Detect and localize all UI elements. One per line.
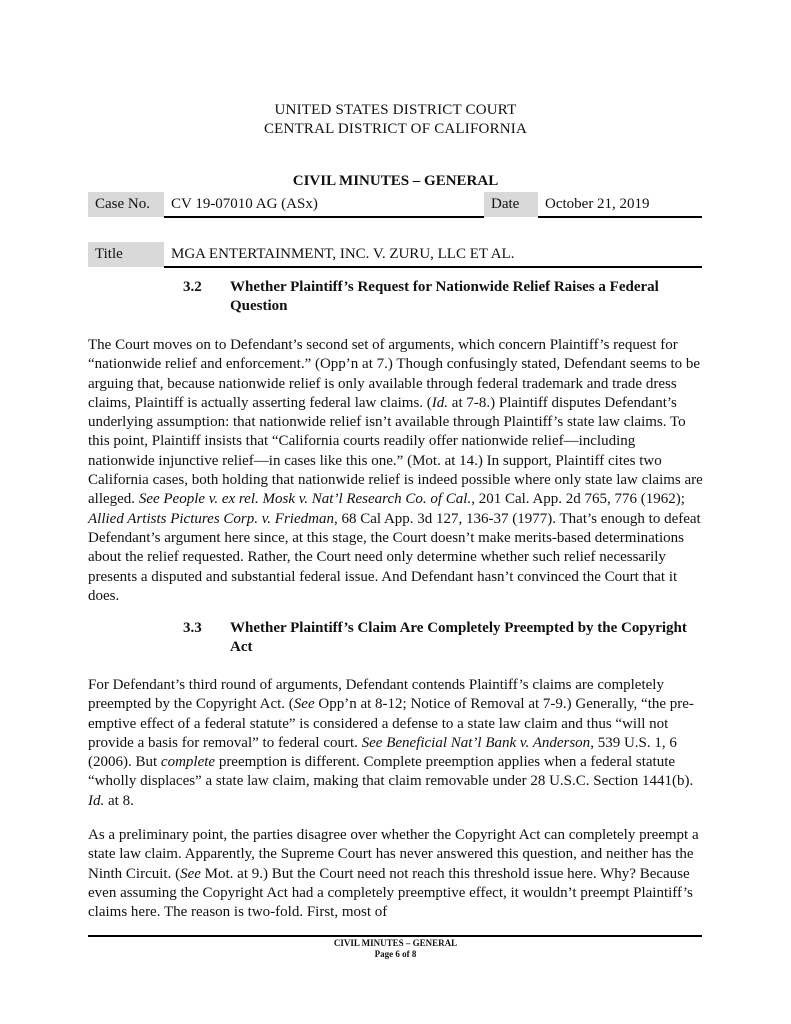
page-number: Page 6 of 8 <box>374 949 417 959</box>
section-heading <box>183 278 713 316</box>
body-paragraph <box>88 676 704 811</box>
paragraph-text: The Court moves on to Defendant’s second set of arguments, which concern Plaintiff’s request for “nationwide relief and enforcement.” (Opp’n at 7.) Though confusingly stated, Defendant seems to be arguing that, because nationwide relief is only available through federal trademark and trade dress claims, Plaintiff is actually asserting federal law claims. (Id. at 7-8.) Plaintiff disputes Defendant’s underlying assumption: that nationwide relief isn’t available through Plaintiff’s state law claims. To this point, Plaintiff insists that “California courts readily offer nationwide relief—including nationwide injunctive relief—in cases like this one.” (Mot. at 14.) In support, Plaintiff cites two California cases, both holding that nationwide relief is indeed possible where only state law claims are alleged. See People v. ex rel. Mosk v. Nat’l Research Co. of Cal., 201 Cal. App. 2d 765, 776 (1962); Allied Artists Pictures Corp. v. Friedman, 68 Cal App. 3d 127, 136-37 (1977). That’s enough to defeat Defendant’s argument here since, at this stage, the Court doesn’t make merits-based determinations about the relief requested. Rather, the Court need only determine whether such relief necessarily presents a disputed and substantial federal issue. And Defendant hasn’t convinced the Court that it does. <box>88 337 703 604</box>
case-no-value: CV 19-07010 AG (ASx) <box>164 192 484 217</box>
case-no-label: Case No. <box>88 192 164 217</box>
date-value: October 21, 2019 <box>538 192 702 217</box>
section-number: 3.3 <box>183 620 202 636</box>
court-district: CENTRAL DISTRICT OF CALIFORNIA <box>263 121 528 137</box>
date-label: Date <box>484 192 538 217</box>
footer-title: CIVIL MINUTES – GENERAL <box>333 938 458 948</box>
caption-row-case <box>88 192 702 217</box>
caption-row-title <box>88 242 702 267</box>
case-caption-table <box>88 192 702 268</box>
paragraph-text: For Defendant’s third round of arguments, Defendant contends Plaintiff’s claims are completely preempted by the Copyright Act. (See Opp’n at 8-12; Notice of Removal at 7-9.) Generally, “the pre-emptive effect of a federal statute” is considered a defense to a state law claim and thus “will not provide a basis for removal” to federal court. See Beneficial Nat’l Bank v. Anderson, 539 U.S. 1, 6 (2006). But complete preemption is different. Complete preemption applies when a federal statute “wholly displaces” a state law claim, making that claim removable under 28 U.S.C. Section 1441(b). Id. at 8. <box>88 677 694 809</box>
footer-rule <box>88 935 702 937</box>
court-header <box>0 101 791 139</box>
section-heading <box>183 619 713 657</box>
minutes-title: CIVIL MINUTES – GENERAL <box>292 173 499 189</box>
caption-spacer <box>88 217 702 242</box>
body-paragraph <box>88 336 704 606</box>
body-paragraph <box>88 826 704 922</box>
title-label: Title <box>88 242 164 267</box>
page-footer <box>0 938 791 960</box>
section-title: Whether Plaintiff’s Request for Nationwide Relief Raises a Federal Question <box>230 279 659 314</box>
section-number: 3.2 <box>183 279 202 295</box>
paragraph-text: As a preliminary point, the parties disagree over whether the Copyright Act can completely preempt a state law claim. Apparently, the Supreme Court has never answered this question, and neither has the Ninth Circuit. (See Mot. at 9.) But the Court need not reach this threshold issue here. Why? Because even assuming the Copyright Act had a completely preemptive effect, it wouldn’t preempt Plaintiff’s claims here. The reason is two-fold. First, most of <box>88 827 699 921</box>
section-title: Whether Plaintiff’s Claim Are Completely Preempted by the Copyright Act <box>230 620 687 655</box>
title-value: MGA ENTERTAINMENT, INC. V. ZURU, LLC ET AL. <box>164 242 702 267</box>
court-name: UNITED STATES DISTRICT COURT <box>274 102 517 118</box>
